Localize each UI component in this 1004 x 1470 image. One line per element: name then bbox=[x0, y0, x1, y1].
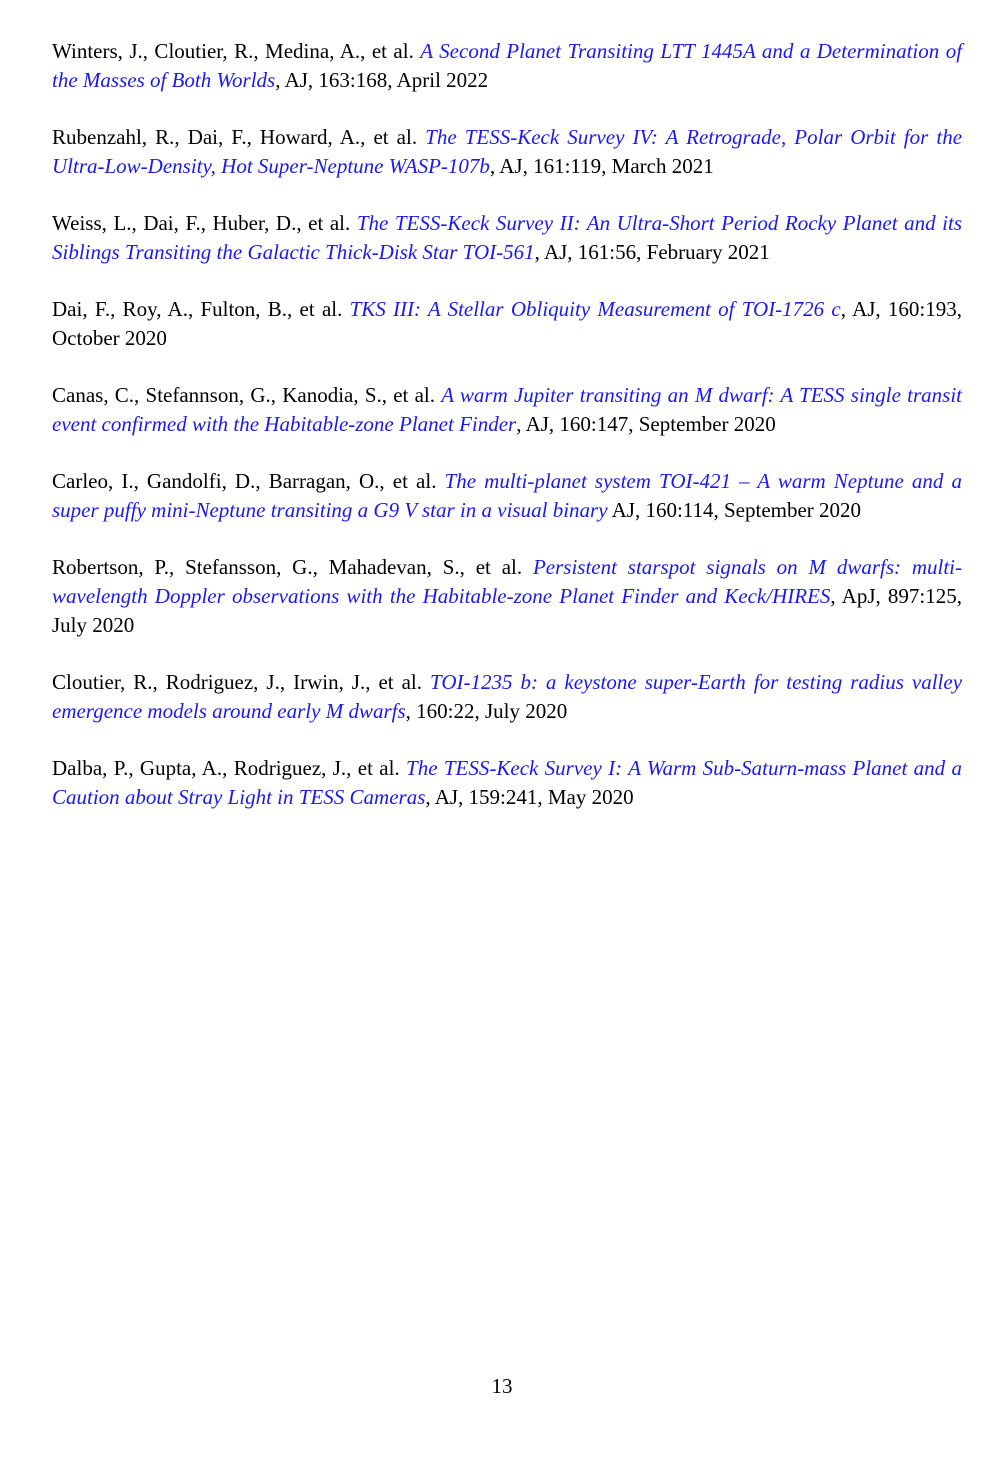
reference-venue: , AJ, 161:56, February 2021 bbox=[534, 240, 770, 264]
reference-title-link[interactable]: TKS III: A Stellar Obliquity Measurement of TOI-1726 c bbox=[349, 297, 841, 321]
reference-authors: Robertson, P., Stefansson, G., Mahadevan, S., et al. bbox=[52, 555, 523, 579]
reference-venue: , AJ, 163:168, April 2022 bbox=[275, 68, 489, 92]
reference-title-link[interactable]: The TESS-Keck Survey IV: A Retrograde, Polar Orbit for the Ultra-Low-Density, Hot Super-Neptune WASP-107b bbox=[52, 125, 963, 178]
reference-title-link[interactable]: A warm Jupiter transiting an M dwarf: A TESS single transit event confirmed with the Habitable-zone Planet Finder bbox=[52, 383, 963, 436]
reference-venue: , AJ, 159:241, May 2020 bbox=[425, 785, 634, 809]
reference-authors: Dalba, P., Gupta, A., Rodriguez, J., et al. bbox=[52, 756, 400, 780]
reference-venue: AJ, 160:114, September 2020 bbox=[607, 498, 862, 522]
reference-authors: Dai, F., Roy, A., Fulton, B., et al. bbox=[52, 297, 343, 321]
reference-venue: , AJ, 160:193, October 2020 bbox=[52, 297, 963, 350]
reference-authors: Weiss, L., Dai, F., Huber, D., et al. bbox=[52, 211, 351, 235]
reference-entry bbox=[52, 467, 962, 525]
reference-authors: Canas, C., Stefannson, G., Kanodia, S., et al. bbox=[52, 383, 436, 407]
reference-title-link[interactable]: The TESS-Keck Survey II: An Ultra-Short Period Rocky Planet and its Siblings Transiting the Galactic Thick-Disk Star TOI-561 bbox=[52, 211, 962, 264]
reference-entry bbox=[52, 295, 962, 353]
reference-venue: , AJ, 161:119, March 2021 bbox=[489, 154, 714, 178]
reference-list bbox=[52, 37, 962, 840]
reference-entry bbox=[52, 381, 962, 439]
reference-entry bbox=[52, 209, 962, 267]
reference-entry bbox=[52, 553, 962, 640]
reference-entry bbox=[52, 37, 962, 95]
reference-title-link[interactable]: Persistent starspot signals on M dwarfs: multi-wavelength Doppler observations with the Habitable-zone Planet Finder and Keck/HIRES bbox=[52, 555, 962, 608]
page-number: 13 bbox=[491, 1374, 513, 1398]
reference-authors: Winters, J., Cloutier, R., Medina, A., et al. bbox=[52, 39, 414, 63]
reference-title-link[interactable]: A Second Planet Transiting LTT 1445A and a Determination of the Masses of Both Worlds bbox=[52, 39, 963, 92]
reference-venue: , ApJ, 897:125, July 2020 bbox=[52, 584, 962, 637]
reference-entry bbox=[52, 668, 962, 726]
reference-entry bbox=[52, 123, 962, 181]
reference-title-link[interactable]: The TESS-Keck Survey I: A Warm Sub-Saturn-mass Planet and a Caution about Stray Light in TESS Cameras bbox=[52, 756, 963, 809]
reference-title-link[interactable]: The multi-planet system TOI-421 – A warm Neptune and a super puffy mini-Neptune transiting a G9 V star in a visual binary bbox=[52, 469, 962, 522]
reference-title-link[interactable]: TOI-1235 b: a keystone super-Earth for testing radius valley emergence models around early M dwarfs bbox=[52, 670, 963, 723]
reference-authors: Cloutier, R., Rodriguez, J., Irwin, J., et al. bbox=[52, 670, 423, 694]
reference-authors: Carleo, I., Gandolfi, D., Barragan, O., et al. bbox=[52, 469, 437, 493]
reference-entry bbox=[52, 754, 962, 812]
reference-venue: , 160:22, July 2020 bbox=[405, 699, 568, 723]
reference-authors: Rubenzahl, R., Dai, F., Howard, A., et al. bbox=[52, 125, 418, 149]
reference-venue: , AJ, 160:147, September 2020 bbox=[516, 412, 776, 436]
